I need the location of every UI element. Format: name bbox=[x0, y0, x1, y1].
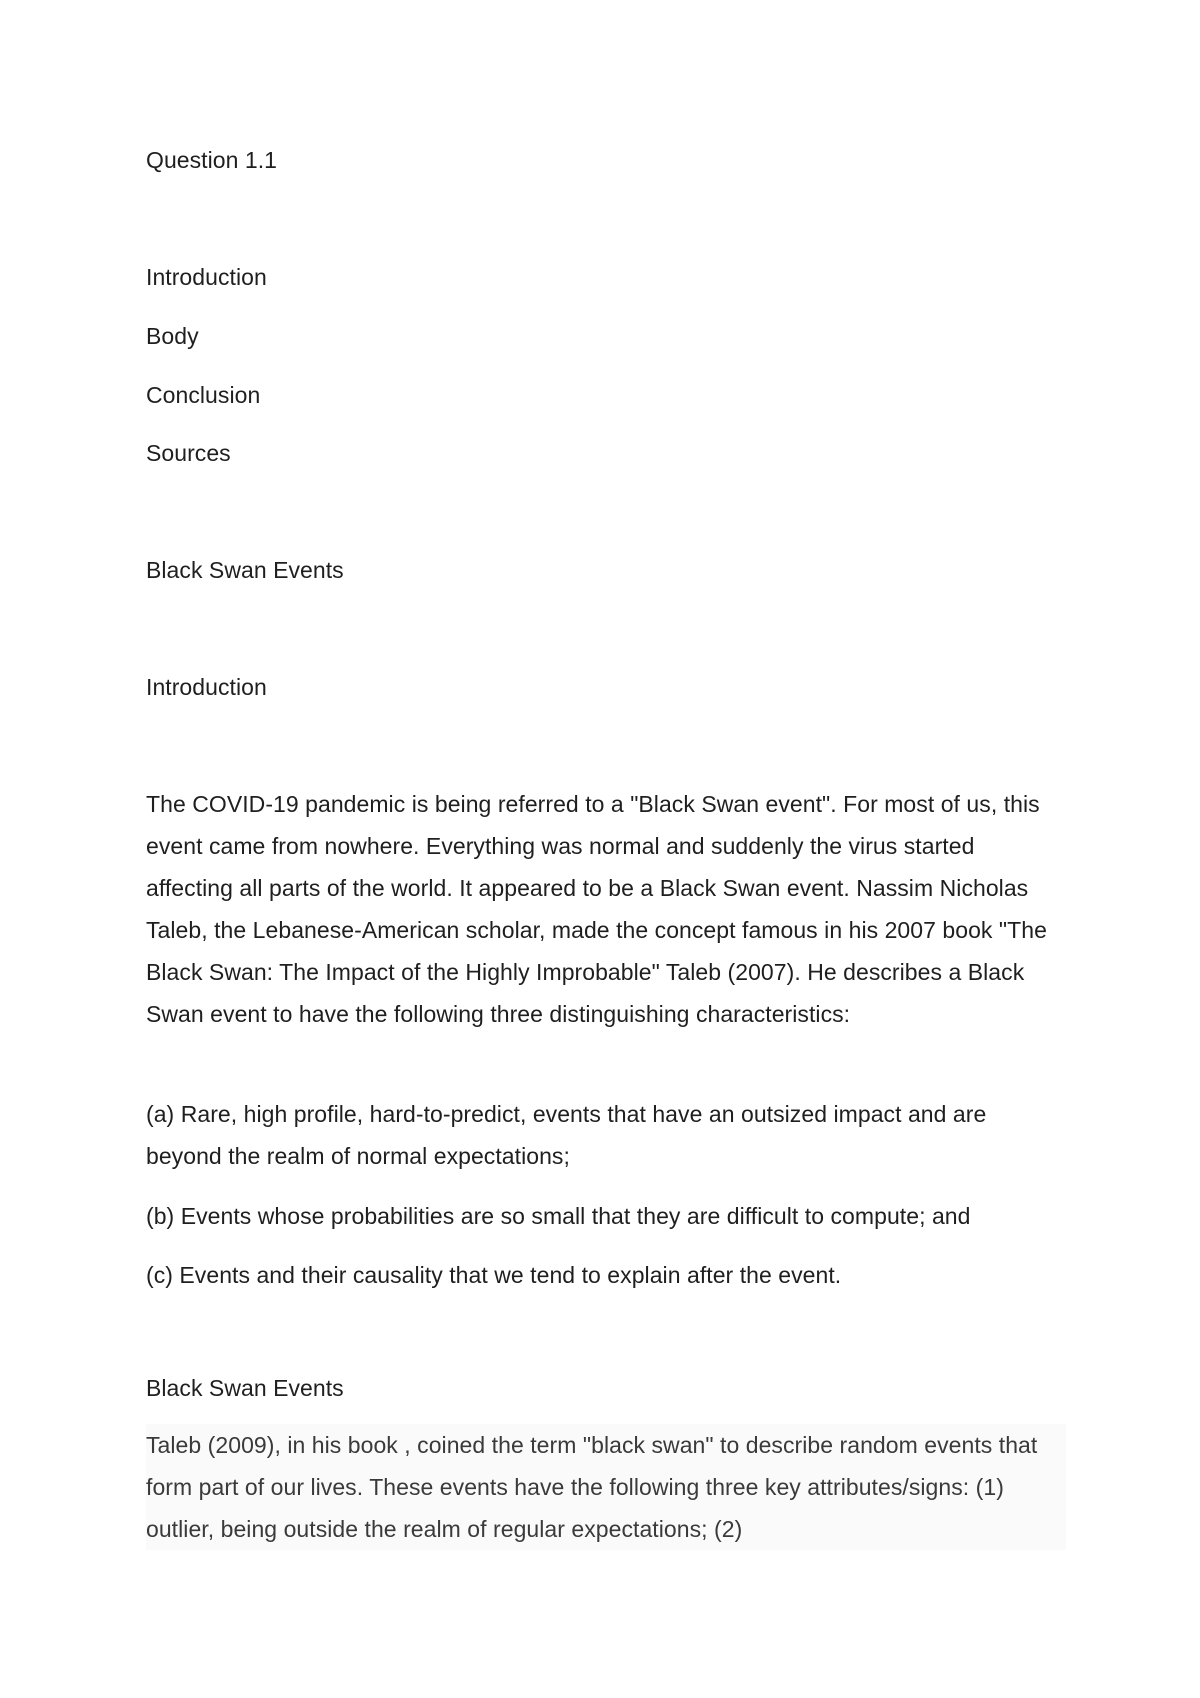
outline-item-introduction: Introduction bbox=[146, 264, 267, 290]
outline-item-body: Body bbox=[146, 323, 199, 349]
introduction-text: The COVID-19 pandemic is being referred to a "Black Swan event". For most of us, this event came from nowhere. Everything was normal and suddenly the virus started affecting all parts of the world. It appeared to be a Black Swan event. Nassim Nicholas Taleb, the Lebanese-American scholar, made the concept famous in his 2007 book "The Black Swan: The Impact of the Highly Improbable" Taleb (2007). He describes a Black Swan event to have the following three distinguishing characteristics: bbox=[146, 791, 1047, 1027]
black-swan-events-paragraph bbox=[146, 1424, 1066, 1550]
outline-item-conclusion: Conclusion bbox=[146, 382, 261, 408]
black-swan-events-text: Taleb (2009), in his book , coined the term "black swan" to describe random events that form part of our lives. These events have the following three key attributes/signs: (1) outlier, being outside the realm of regular expectations; (2) bbox=[146, 1432, 1038, 1542]
question-heading: Question 1.1 bbox=[146, 147, 278, 173]
outline-item-sources: Sources bbox=[146, 440, 231, 466]
document-title: Black Swan Events bbox=[146, 557, 344, 583]
characteristic-c-text: (c) Events and their causality that we tend to explain after the event. bbox=[146, 1262, 842, 1288]
introduction-paragraph bbox=[146, 783, 1066, 1035]
characteristic-a bbox=[146, 1093, 1066, 1177]
characteristic-b-text: (b) Events whose probabilities are so small that they are difficult to compute; and bbox=[146, 1203, 971, 1229]
characteristic-b bbox=[146, 1195, 1066, 1237]
characteristic-c bbox=[146, 1254, 1066, 1296]
characteristic-a-text: (a) Rare, high profile, hard-to-predict, events that have an outsized impact and are beyond the realm of normal expectations; bbox=[146, 1101, 987, 1169]
black-swan-events-heading: Black Swan Events bbox=[146, 1375, 344, 1401]
introduction-heading: Introduction bbox=[146, 674, 267, 700]
